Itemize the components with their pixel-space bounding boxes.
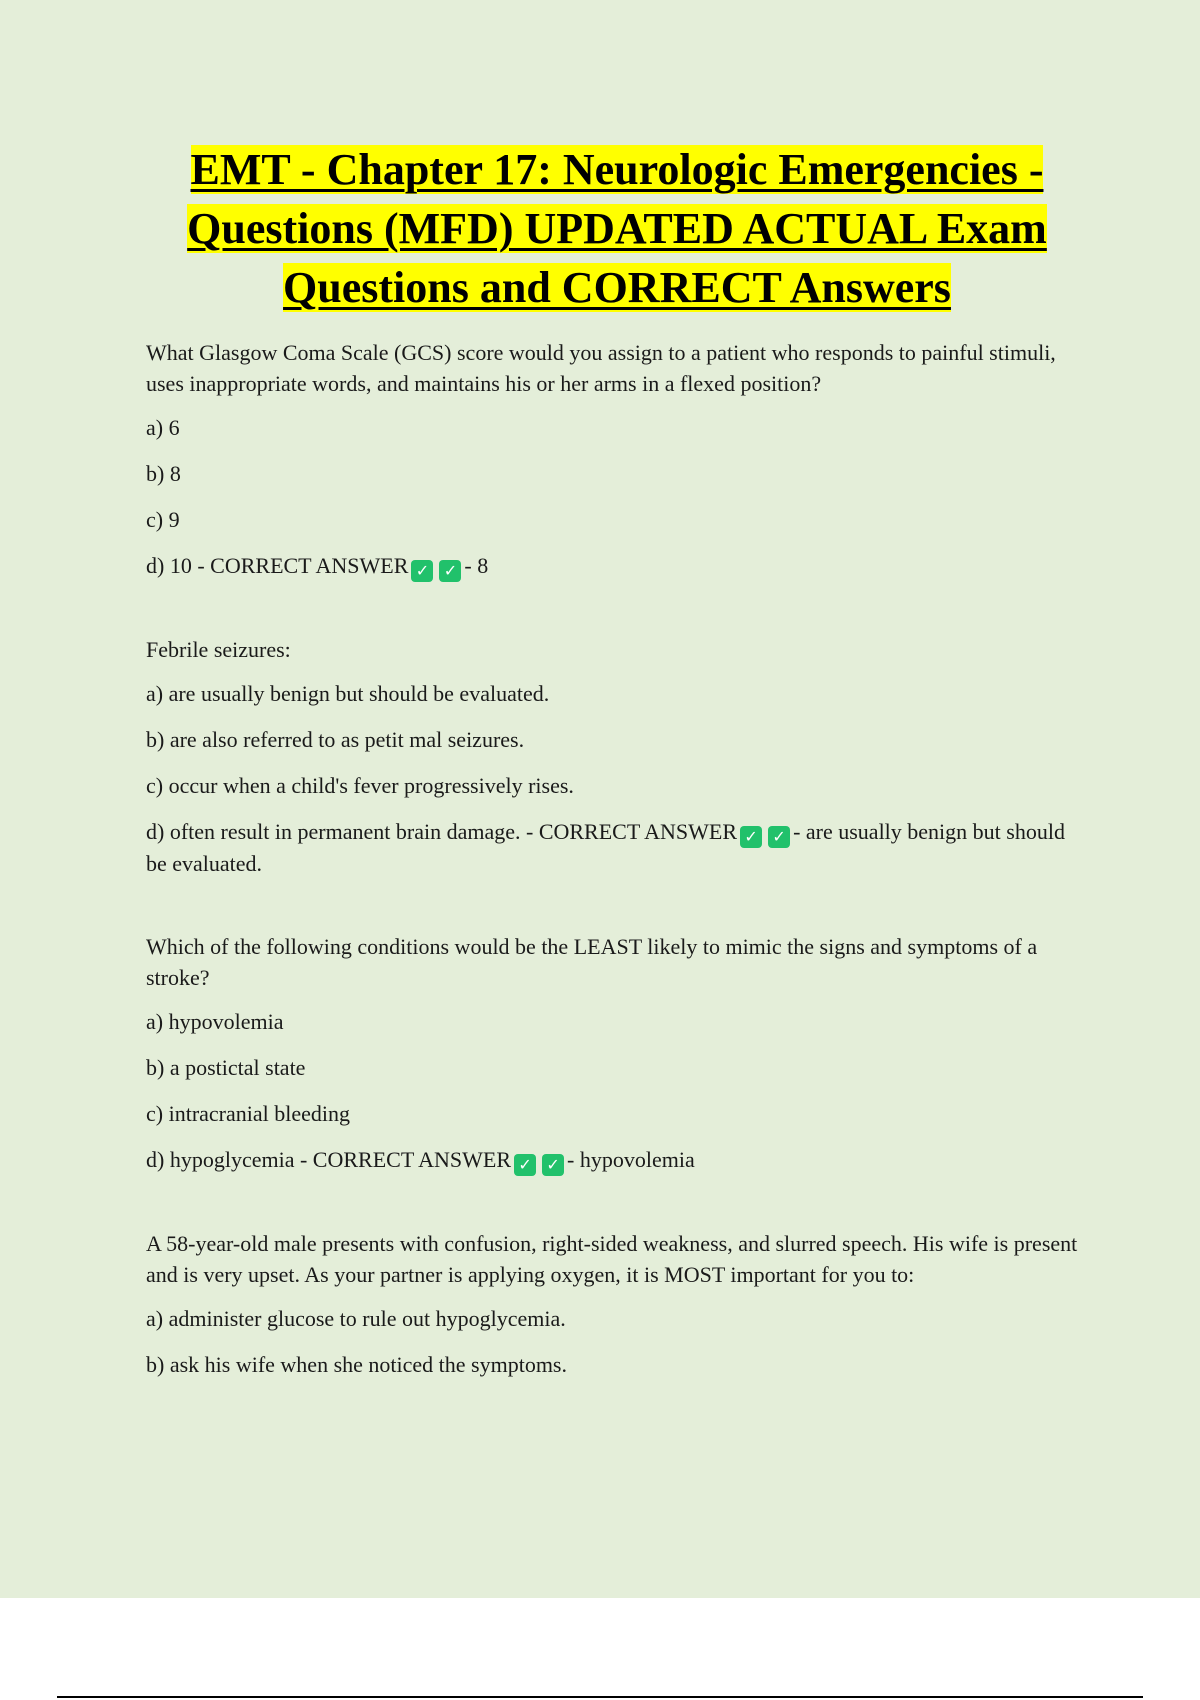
option-text: d) often result in permanent brain damage. — [146, 819, 521, 844]
option-text: b) 8 — [146, 461, 181, 486]
answer-option: d) often result in permanent brain damage. - CORRECT ANSWER ✓ ✓ - are usually benign but should be evaluated. — [146, 819, 1065, 876]
check-mark-icon: ✓ — [740, 826, 762, 848]
option-text: a) 6 — [146, 415, 180, 440]
correct-answer-label: CORRECT ANSWER — [538, 819, 738, 844]
answer-option — [146, 1098, 1088, 1129]
option-text: c) intracranial bleeding — [146, 1101, 351, 1126]
option-text: c) occur when a child's fever progressively rises. — [146, 773, 574, 798]
answer-option — [146, 412, 1088, 443]
answer-option — [146, 1303, 1088, 1334]
option-text: b) are also referred to as petit mal seizures. — [146, 727, 525, 752]
question-text: What Glasgow Coma Scale (GCS) score would you assign to a patient who responds to painful stimuli, uses inappropriate words, and maintains his or her arms in a flexed position? — [146, 340, 1056, 396]
document-content — [146, 140, 1088, 1395]
correct-answer-text: hypovolemia — [579, 1147, 695, 1172]
answer-option — [146, 1349, 1088, 1380]
answer-option: d) hypoglycemia - CORRECT ANSWER ✓ ✓ - hypovolemia — [146, 1147, 695, 1174]
question-block — [146, 931, 1088, 1176]
check-mark-icon: ✓ — [439, 560, 461, 582]
document-title-text: EMT - Chapter 17: Neurologic Emergencies - Questions (MFD) UPDATED ACTUAL Exam Questions and CORRECT Answers — [187, 145, 1047, 312]
answer-option — [146, 724, 1088, 755]
correct-answer-text: 8 — [477, 553, 489, 578]
option-text: a) administer glucose to rule out hypoglycemia. — [146, 1306, 566, 1331]
footer-rule — [57, 1696, 1143, 1698]
option-text: d) hypoglycemia — [146, 1147, 295, 1172]
answer-option — [146, 678, 1088, 709]
option-text: d) 10 — [146, 553, 192, 578]
answer-option — [146, 770, 1088, 801]
question-text: Which of the following conditions would be the LEAST likely to mimic the signs and symptoms of a stroke? — [146, 934, 1038, 990]
option-text: a) hypovolemia — [146, 1009, 284, 1034]
answer-option — [146, 504, 1088, 535]
check-mark-icon: ✓ — [542, 1154, 564, 1176]
question-text: A 58-year-old male presents with confusion, right-sided weakness, and slurred speech. His wife is present and is very upset. As your partner is applying oxygen, it is MOST important for you to: — [146, 1231, 1078, 1287]
answer-option: d) 10 - CORRECT ANSWER ✓ ✓ - 8 — [146, 553, 489, 580]
option-text: b) ask his wife when she noticed the symptoms. — [146, 1352, 567, 1377]
option-text: b) a postictal state — [146, 1055, 306, 1080]
question-block — [146, 634, 1088, 879]
question-list — [146, 337, 1088, 1380]
check-mark-icon: ✓ — [514, 1154, 536, 1176]
question-block — [146, 337, 1088, 582]
correct-answer-label: CORRECT ANSWER — [312, 1147, 512, 1172]
option-text: c) 9 — [146, 507, 180, 532]
question-text: Febrile seizures: — [146, 637, 291, 662]
check-mark-icon: ✓ — [768, 826, 790, 848]
correct-answer-text: are usually benign but should be evaluated. — [146, 819, 1065, 876]
check-mark-icon: ✓ — [411, 560, 433, 582]
document-title — [146, 140, 1088, 317]
answer-option — [146, 458, 1088, 489]
option-text: a) are usually benign but should be evaluated. — [146, 681, 550, 706]
correct-answer-label: CORRECT ANSWER — [210, 553, 409, 578]
question-block — [146, 1228, 1088, 1380]
answer-option — [146, 1052, 1088, 1083]
answer-option — [146, 1006, 1088, 1037]
